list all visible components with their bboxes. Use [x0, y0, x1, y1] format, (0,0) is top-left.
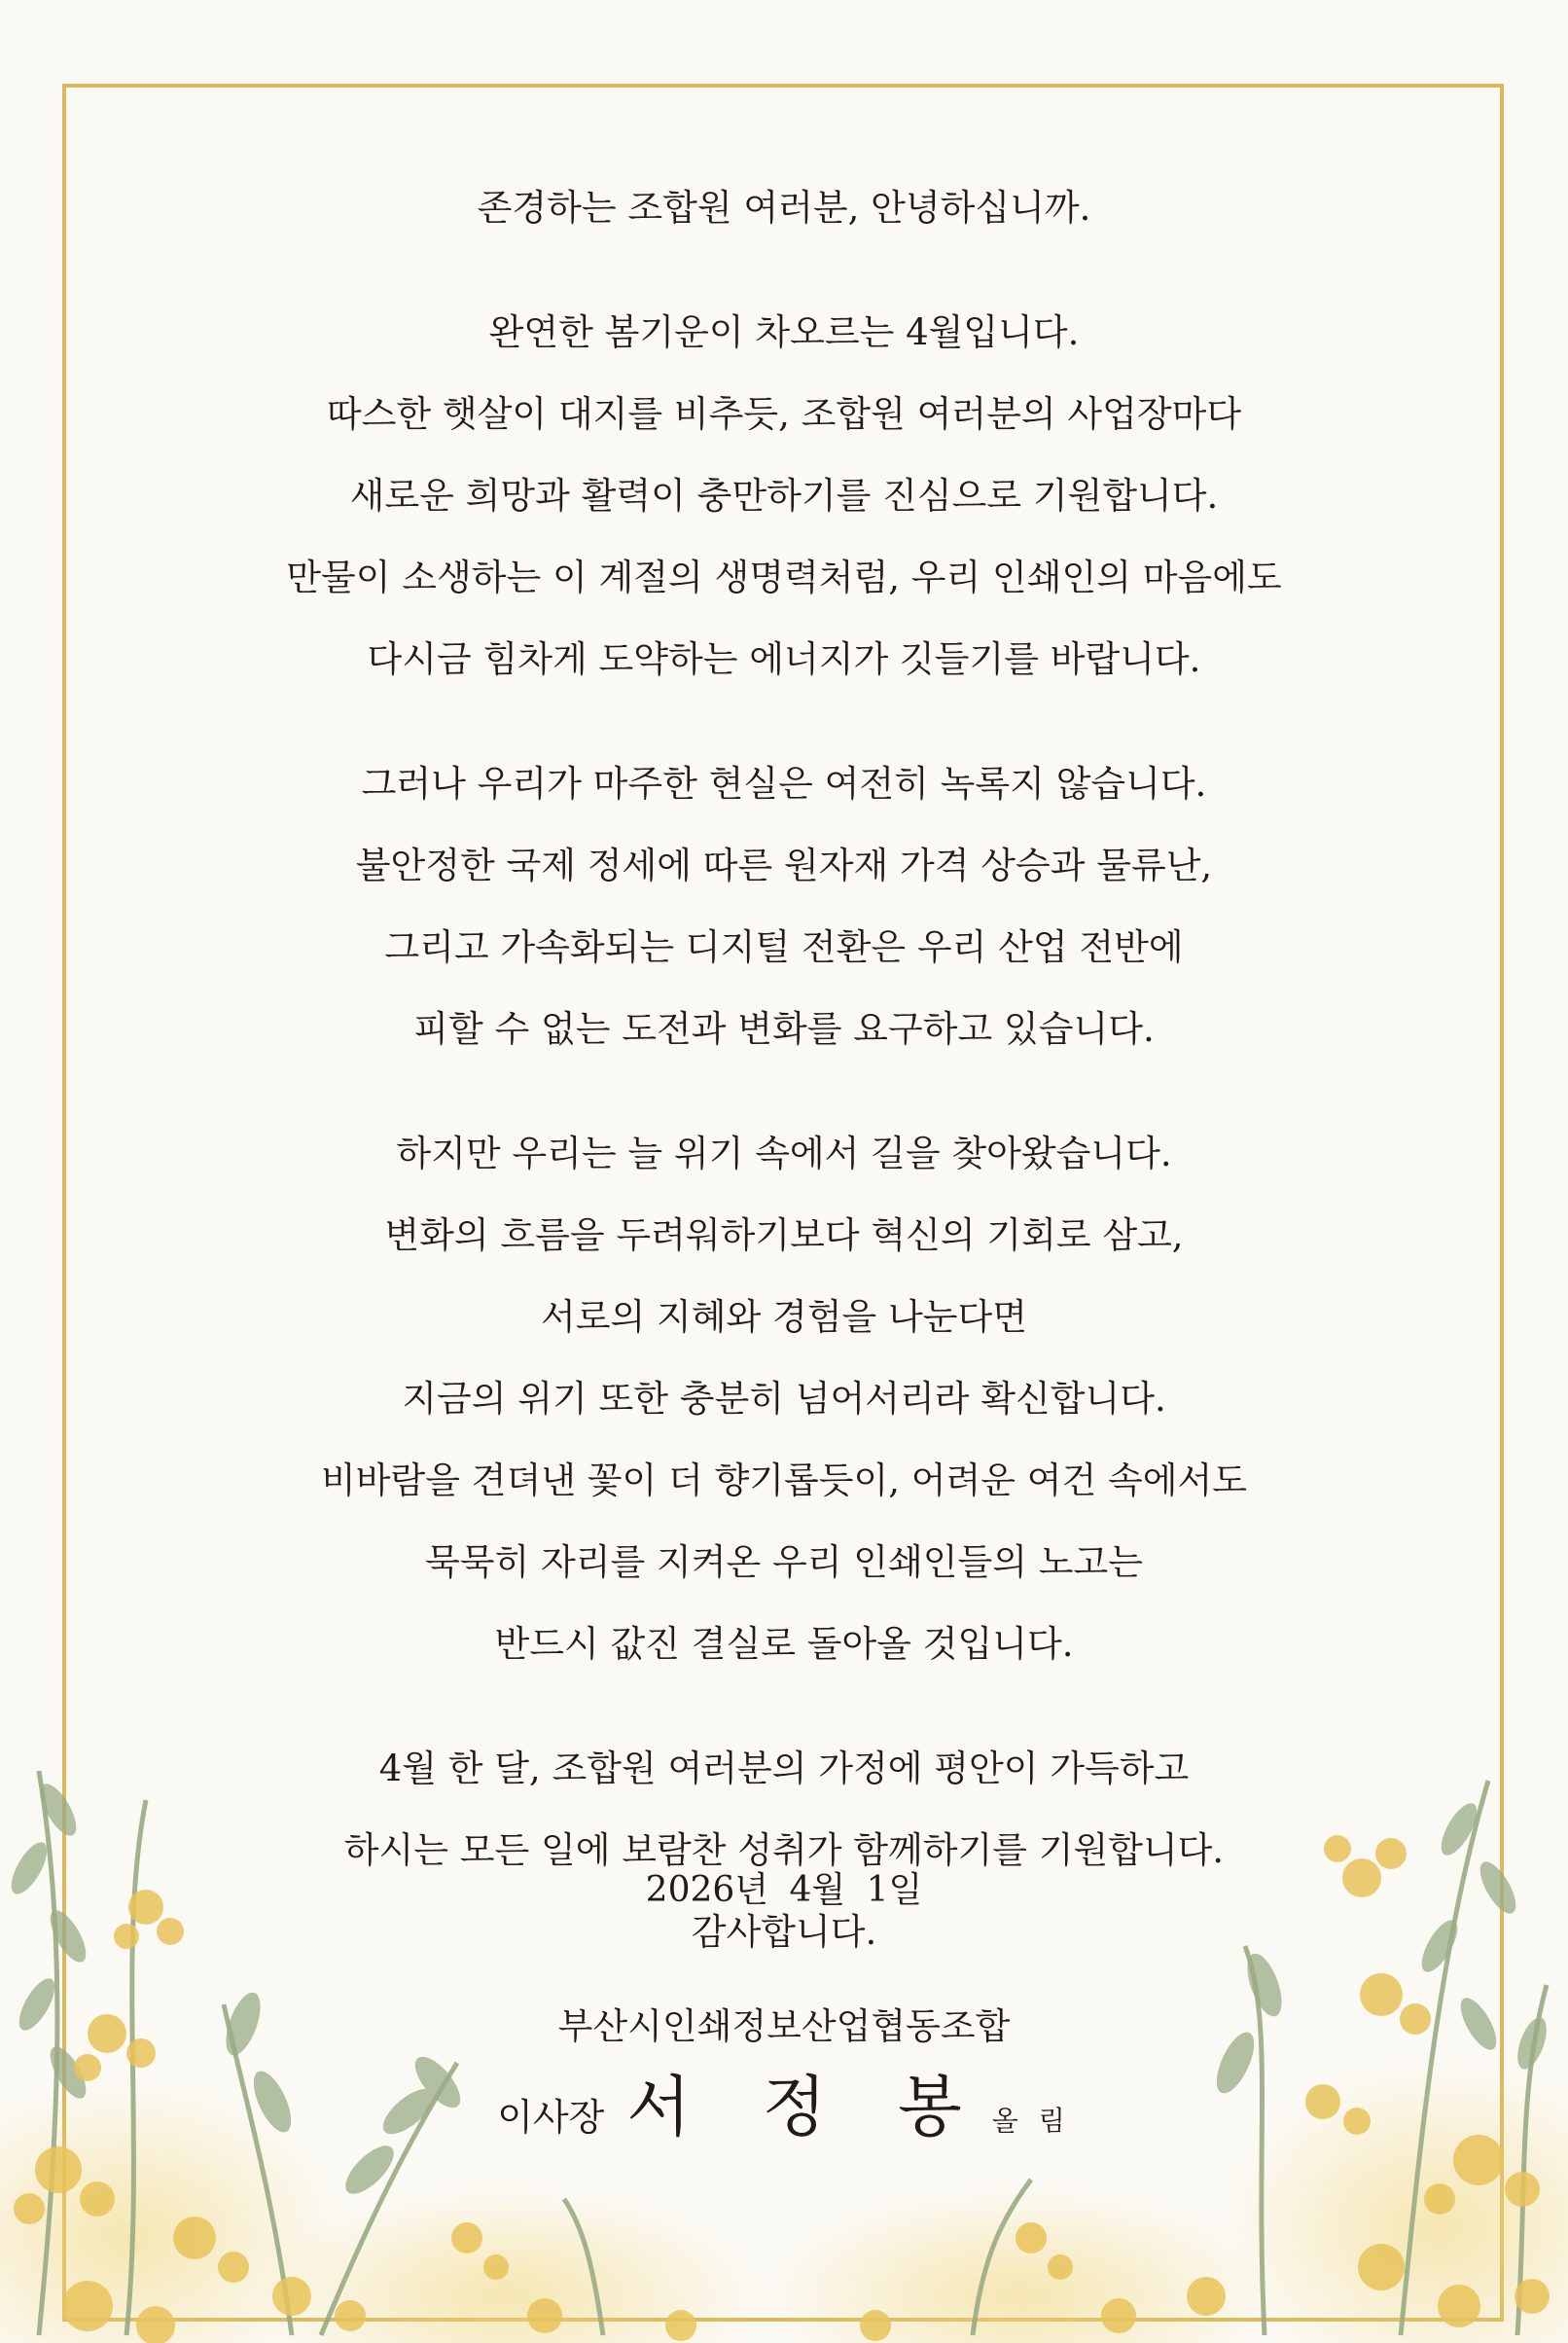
paragraph-line: 만물이 소생하는 이 계절의 생명력처럼, 우리 인쇄인의 마음에도 — [286, 557, 1282, 598]
paragraph-spring — [117, 292, 1451, 701]
signature-suffix: 올 림 — [991, 2105, 1071, 2137]
signature-name: 서 정 봉 — [626, 2070, 987, 2146]
paragraph-line: 그러나 우리가 마주한 현실은 여전히 녹록지 않습니다. — [361, 763, 1207, 805]
signature-organization: 부산시인쇄정보산업협동조합 — [557, 2005, 1011, 2047]
letter-greeting: 존경하는 조합원 여러분, 안녕하십니까. — [477, 187, 1091, 229]
paragraph-line: 그리고 가속화되는 디지털 전환은 우리 산업 전반에 — [384, 926, 1184, 968]
paragraph-line: 불안정한 국제 정세에 따른 원자재 가격 상승과 물류난, — [355, 845, 1213, 886]
letter-date: 2026년 4월 1일 — [645, 1870, 923, 1910]
paragraph-line: 묵묵히 자리를 지켜온 우리 인쇄인들의 노고는 — [425, 1541, 1143, 1583]
paragraph-line: 하시는 모든 일에 보람찬 성취가 함께하기를 기원합니다. — [343, 1829, 1225, 1871]
paragraph-line: 비바람을 견뎌낸 꽃이 더 향기롭듯이, 어려운 여건 속에서도 — [321, 1460, 1247, 1501]
paragraph-line: 새로운 희망과 활력이 충만하기를 진심으로 기원합니다. — [349, 475, 1219, 517]
paragraph-line: 다시금 힘차게 도약하는 에너지가 깃들기를 바랍니다. — [367, 638, 1201, 680]
paragraph-closing — [117, 1728, 1451, 1973]
signature-title: 이사장 — [497, 2096, 605, 2139]
paragraph-line: 반드시 값진 결실로 돌아올 것입니다. — [494, 1623, 1074, 1665]
signature-block — [117, 2055, 1451, 2149]
paragraph-line: 4월 한 달, 조합원 여러분의 가정에 평안이 가득하고 — [378, 1748, 1190, 1789]
paragraph-line: 서로의 지혜와 경험을 나눈다면 — [541, 1296, 1027, 1338]
paragraph-line: 피할 수 없는 도전과 변화를 요구하고 있습니다. — [413, 1008, 1155, 1050]
paragraph-line: 완연한 봄기운이 차오르는 4월입니다. — [488, 311, 1080, 353]
paragraph-line: 하지만 우리는 늘 위기 속에서 길을 찾아왔습니다. — [396, 1133, 1172, 1174]
paragraph-line: 변화의 흐름을 두려워하기보다 혁신의 기회로 삼고, — [384, 1214, 1184, 1256]
letter-body — [117, 167, 1451, 1973]
paragraph-line: 따스한 햇살이 대지를 비추듯, 조합원 여러분의 사업장마다 — [326, 393, 1242, 435]
paragraph-hope — [117, 1113, 1451, 1685]
paragraph-line: 지금의 위기 또한 충분히 넘어서리라 확신합니다. — [402, 1378, 1166, 1420]
closing-thanks: 감사합니다. — [691, 1911, 877, 1953]
paragraph-reality — [117, 743, 1451, 1070]
